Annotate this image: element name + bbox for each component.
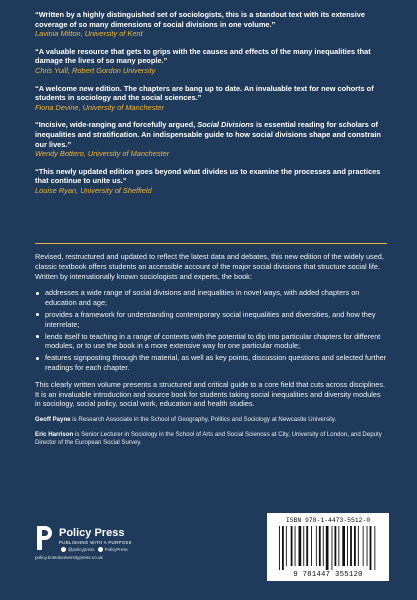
barcode-bar xyxy=(323,526,324,566)
endorsements xyxy=(35,10,387,204)
publisher-social xyxy=(59,547,128,552)
quote-author: Chris Yuill, Robert Gordon University xyxy=(35,65,156,75)
barcode-bar xyxy=(354,526,356,566)
barcode-bar xyxy=(282,526,284,570)
isbn-barcode xyxy=(267,513,389,581)
feature-list-item xyxy=(35,310,387,330)
feature-list-item xyxy=(35,353,387,373)
description-closing: This clearly written volume presents a structured and critical guide to a core field that cuts across disciplines. It is an invaluable introduction and source book for students taking social inequalities and diversity modules in sociology, social policy, social work, education and health studies. xyxy=(35,379,386,409)
barcode-bar xyxy=(335,526,337,566)
bullet-icon xyxy=(36,335,39,338)
publisher-block xyxy=(35,525,175,575)
quote-author: Lavinia Mitton, University of Kent xyxy=(35,29,143,39)
quote-text-part: “Incisive, wide-ranging and forcefully argued, xyxy=(35,120,198,130)
quote-author: Wendy Bottero, University of Manchester xyxy=(35,149,170,159)
barcode-bar xyxy=(367,526,368,566)
facebook-handle: PolicyPress xyxy=(104,547,128,552)
barcode-bar xyxy=(303,526,304,566)
description-intro: Revised, restructured and updated to reflect the latest data and debates, this new edition of the widely used, classic textbook offers students an accessible account of the major social divisions that structure social life. Written by internationally known sociologists and experts, the book: xyxy=(35,252,384,281)
facebook-icon xyxy=(98,547,103,552)
feature-text: features signposting through the material, as well as key points, discussion questions and selected further readings for each chapter. xyxy=(45,353,387,372)
barcode-bar xyxy=(370,526,372,570)
feature-text: provides a framework for understanding contemporary social inequalities and diversities, and how they interrelate; xyxy=(45,309,376,329)
quote-author: Louise Ryan, University of Sheffield xyxy=(35,185,152,195)
barcode-bar xyxy=(338,526,339,566)
barcode-bar xyxy=(350,526,352,566)
quote-text-part: is essential reading for scholars of inequalities and stratification. An indispensable guide to how social divisions shape and constrain our lives.” xyxy=(35,120,381,149)
barcode-bar xyxy=(363,526,364,566)
quote-text: “This newly updated edition goes beyond what divides us to examine the processes and practices that continue to unite us.” xyxy=(35,166,381,186)
quote-text: “A valuable resource that gets to grips with the causes and effects of the many inequalities that damage the lives of so many people.” xyxy=(35,46,371,66)
section-divider xyxy=(35,243,387,244)
quote-text xyxy=(35,120,387,149)
quote-author: Fiona Devine, University of Manchester xyxy=(35,102,164,112)
author-bio xyxy=(35,416,387,424)
quote-text: “A welcome new edition. The chapters are bang up to date. An invaluable text for new cohorts of students in sociology and the social sciences.” xyxy=(35,83,374,103)
isbn-label: ISBN 978-1-4473-5512-0 xyxy=(285,517,371,524)
twitter-icon xyxy=(61,547,66,552)
publisher-url: policy.bristoluniversitypress.co.uk xyxy=(35,555,103,560)
bullet-icon xyxy=(36,292,39,295)
publisher-tagline: PUBLISHING WITH A PURPOSE xyxy=(59,540,132,545)
endorsement-quote xyxy=(35,84,387,113)
author-bio-text: is Research Associate in the School of Geography, Politics and Sociology at Newcastle University. xyxy=(70,416,337,424)
author-bio-text: is Senior Lecturer in Sociology in the School of Arts and Social Sciences at City, University of London, and Deputy Director of the European Social Survey. xyxy=(35,430,382,446)
barcode-bar xyxy=(299,526,302,566)
barcode-bars xyxy=(277,526,379,570)
barcode-bar xyxy=(316,526,317,566)
barcode-bar xyxy=(306,526,308,566)
policy-press-p-logo-icon xyxy=(35,525,53,551)
endorsement-quote xyxy=(35,10,387,39)
feature-list xyxy=(35,288,387,372)
barcode-bar xyxy=(279,526,280,570)
bullet-icon xyxy=(36,357,39,360)
barcode-bar xyxy=(286,526,287,566)
book-title: Social Divisions xyxy=(197,120,254,130)
endorsement-quote xyxy=(35,120,387,158)
author-bio xyxy=(35,431,387,448)
author-name: Eric Harrison xyxy=(35,430,74,438)
barcode-bar xyxy=(319,526,321,566)
feature-text: lends itself to teaching in a range of contexts with the potential to dip into particular chapters for different modules, or to use the book in a more extensive way for one particular module; xyxy=(45,331,381,351)
barcode-bar xyxy=(295,526,296,566)
barcode-bar xyxy=(311,526,312,566)
barcode-number: 9 781447 355120 xyxy=(293,571,363,579)
feature-text: addresses a wide range of social divisions and inequalities in novel ways, with added chapters on education and age; xyxy=(45,288,360,308)
endorsement-quote xyxy=(35,167,387,196)
quote-text: “Written by a highly distinguished set of sociologists, this is a standout text with its extensive coverage of so many dimensions of social divisions in one volume.” xyxy=(35,10,366,29)
author-name: Geoff Payne xyxy=(35,416,71,424)
barcode-bar xyxy=(374,526,375,570)
barcode-bar xyxy=(326,526,329,570)
barcode-bar xyxy=(332,526,333,570)
barcode-bar xyxy=(347,526,348,566)
feature-list-item xyxy=(35,288,387,308)
feature-list-item xyxy=(35,332,387,352)
barcode-bar xyxy=(358,526,359,566)
twitter-handle: @policypress xyxy=(68,547,95,552)
endorsement-quote xyxy=(35,47,387,76)
book-description xyxy=(35,252,387,453)
bullet-icon xyxy=(36,313,39,316)
barcode-bar xyxy=(342,526,345,566)
barcode-bar xyxy=(291,526,293,566)
publisher-name: Policy Press xyxy=(59,527,125,539)
